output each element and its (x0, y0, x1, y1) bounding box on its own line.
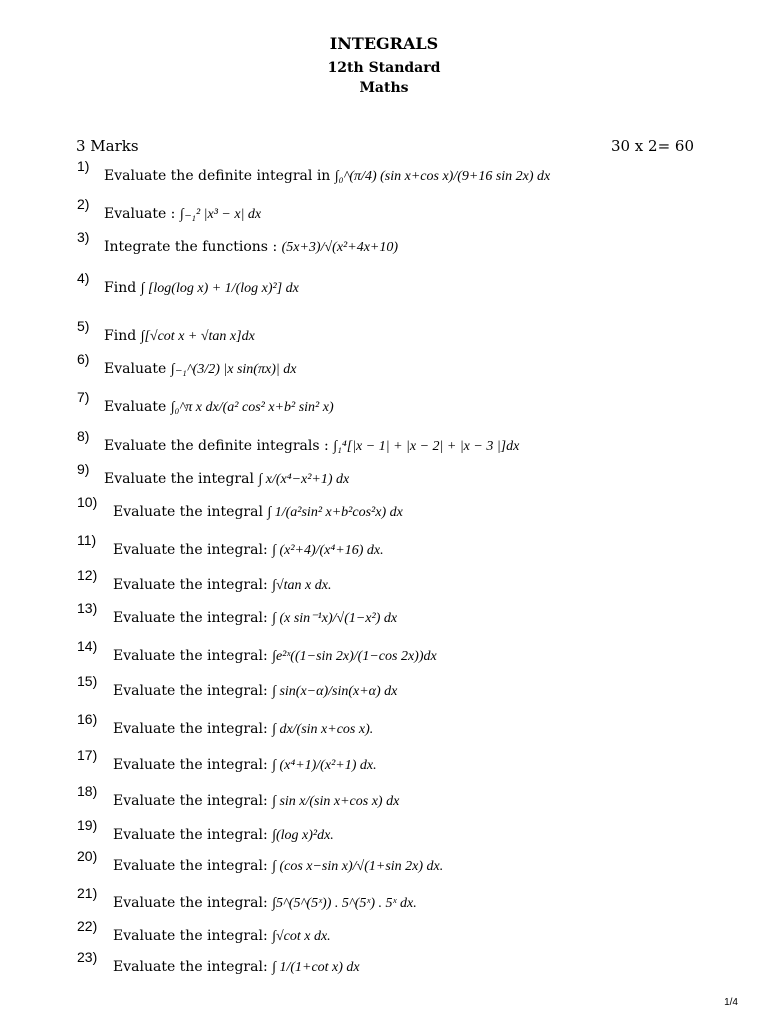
question-text (113, 504, 403, 521)
question-math: ∫ 1/(1+cot x) dx (272, 960, 360, 975)
question-number: 13) (77, 600, 98, 616)
question-prompt: Evaluate the integral: (113, 683, 273, 699)
question-number: 1) (77, 158, 90, 174)
question-item (0, 711, 768, 743)
question-prompt: Evaluate the integral: (113, 610, 273, 626)
question-math: ∫₀^π x dx/(a² cos² x+b² sin² x) (170, 400, 334, 415)
question-text (104, 438, 519, 455)
question-prompt: Evaluate (104, 361, 171, 377)
question-item (0, 229, 768, 261)
question-math: ∫(log x)²dx. (272, 828, 334, 843)
question-number: 7) (77, 389, 90, 405)
question-item (0, 532, 768, 564)
question-item (0, 351, 768, 383)
question-math: ∫ (cos x−sin x)/√(1+sin 2x) dx. (272, 859, 444, 874)
question-number: 15) (77, 673, 98, 689)
question-item (0, 196, 768, 228)
question-math: ∫[√cot x + √tan x]dx (140, 329, 255, 344)
question-number: 8) (77, 428, 90, 444)
question-text (104, 168, 550, 185)
question-prompt: Evaluate (104, 399, 171, 415)
question-prompt: Evaluate the integral: (113, 959, 273, 975)
question-item (0, 949, 768, 981)
question-number: 22) (77, 918, 98, 934)
question-math: ∫₋₁² |x³ − x| dx (179, 207, 262, 222)
question-text (113, 959, 360, 976)
question-number: 6) (77, 351, 90, 367)
question-math: ∫ sin x/(sin x+cos x) dx (272, 794, 400, 809)
question-item (0, 918, 768, 950)
question-number: 4) (77, 270, 90, 286)
question-text (113, 610, 397, 627)
question-prompt: Evaluate the definite integrals : (104, 438, 334, 454)
question-text (113, 928, 331, 945)
question-item (0, 158, 768, 190)
question-math: ∫ sin(x−α)/sin(x+α) dx (272, 684, 398, 699)
question-prompt: Evaluate the integral: (113, 928, 273, 944)
question-math: ∫√tan x dx. (272, 578, 332, 593)
question-item (0, 461, 768, 493)
question-item (0, 494, 768, 526)
question-number: 3) (77, 229, 90, 245)
question-text (113, 683, 397, 700)
question-item (0, 783, 768, 815)
question-prompt: Evaluate the integral: (113, 895, 273, 911)
question-math: ∫ (x⁴+1)/(x²+1) dx. (272, 758, 377, 773)
question-item (0, 567, 768, 599)
question-text (113, 895, 417, 912)
question-text (104, 361, 296, 378)
question-prompt: Integrate the functions : (104, 239, 282, 255)
question-math: ∫e²ˣ((1−sin 2x)/(1−cos 2x))dx (272, 649, 437, 664)
question-text (113, 793, 399, 810)
question-item (0, 428, 768, 460)
question-text (104, 239, 398, 256)
question-math: ∫5^(5^(5ˣ)) . 5^(5ˣ) . 5ˣ dx. (272, 896, 417, 911)
question-number: 20) (77, 848, 98, 864)
page-number: 1/4 (724, 997, 738, 1008)
question-item (0, 848, 768, 880)
question-number: 18) (77, 783, 98, 799)
question-prompt: Evaluate the integral: (113, 542, 273, 558)
question-prompt: Evaluate the integral: (113, 577, 273, 593)
question-prompt: Evaluate the integral: (113, 721, 273, 737)
question-math: ∫₀^(π/4) (sin x+cos x)/(9+16 sin 2x) dx (334, 169, 551, 184)
page-title: INTEGRALS (329, 34, 439, 53)
question-prompt: Evaluate the integral (113, 504, 268, 520)
question-math: ∫√cot x dx. (272, 929, 331, 944)
question-text (104, 399, 334, 416)
question-item (0, 747, 768, 779)
question-item (0, 389, 768, 421)
question-number: 16) (77, 711, 98, 727)
question-text (113, 721, 373, 738)
question-number: 12) (77, 567, 98, 583)
question-number: 5) (77, 318, 90, 334)
question-number: 17) (77, 747, 98, 763)
class-subtitle: 12th Standard (327, 60, 441, 76)
question-number: 2) (77, 196, 90, 212)
question-prompt: Evaluate the integral: (113, 757, 273, 773)
question-prompt: Evaluate the integral: (113, 648, 273, 664)
question-math: ∫ (x²+4)/(x⁴+16) dx. (272, 543, 384, 558)
question-prompt: Evaluate the definite integral in (104, 168, 335, 184)
question-text (113, 757, 377, 774)
question-math: ∫ [log(log x) + 1/(log x)²] dx (140, 281, 299, 296)
question-prompt: Evaluate the integral (104, 471, 259, 487)
question-text (113, 542, 384, 559)
question-number: 10) (77, 494, 98, 510)
question-math: ∫₁⁴[|x − 1| + |x − 2| + |x − 3 |]dx (333, 439, 520, 454)
question-prompt: Find (104, 328, 141, 344)
subject-subtitle: Maths (359, 80, 409, 96)
question-text (113, 827, 334, 844)
question-text (104, 471, 349, 488)
question-text (104, 206, 261, 223)
question-item (0, 600, 768, 632)
question-math: ∫ 1/(a²sin² x+b²cos²x) dx (267, 505, 403, 520)
question-number: 21) (77, 885, 98, 901)
question-item (0, 817, 768, 849)
question-math: ∫ dx/(sin x+cos x). (272, 722, 374, 737)
question-number: 23) (77, 949, 98, 965)
question-math: ∫ x/(x⁴−x²+1) dx (258, 472, 350, 487)
question-prompt: Evaluate the integral: (113, 793, 273, 809)
question-item (0, 318, 768, 350)
question-text (113, 858, 443, 875)
question-item (0, 638, 768, 670)
question-number: 14) (77, 638, 98, 654)
section-total-marks: 30 x 2= 60 (610, 137, 694, 155)
question-prompt: Find (104, 280, 141, 296)
question-item (0, 673, 768, 705)
question-text (104, 328, 255, 345)
question-text (104, 280, 299, 297)
question-item (0, 885, 768, 917)
section-marks-label: 3 Marks (76, 137, 139, 155)
question-prompt: Evaluate the integral: (113, 858, 273, 874)
question-math: (5x+3)/√(x²+4x+10) (281, 240, 399, 255)
question-number: 11) (77, 532, 97, 548)
question-math: ∫₋₁^(3/2) |x sin(πx)| dx (170, 362, 297, 377)
question-number: 9) (77, 461, 90, 477)
question-text (113, 577, 331, 594)
question-number: 19) (77, 817, 98, 833)
question-prompt: Evaluate : (104, 206, 180, 222)
question-item (0, 270, 768, 302)
question-prompt: Evaluate the integral: (113, 827, 273, 843)
question-text (113, 648, 437, 665)
question-math: ∫ (x sin⁻¹x)/√(1−x²) dx (272, 611, 398, 626)
